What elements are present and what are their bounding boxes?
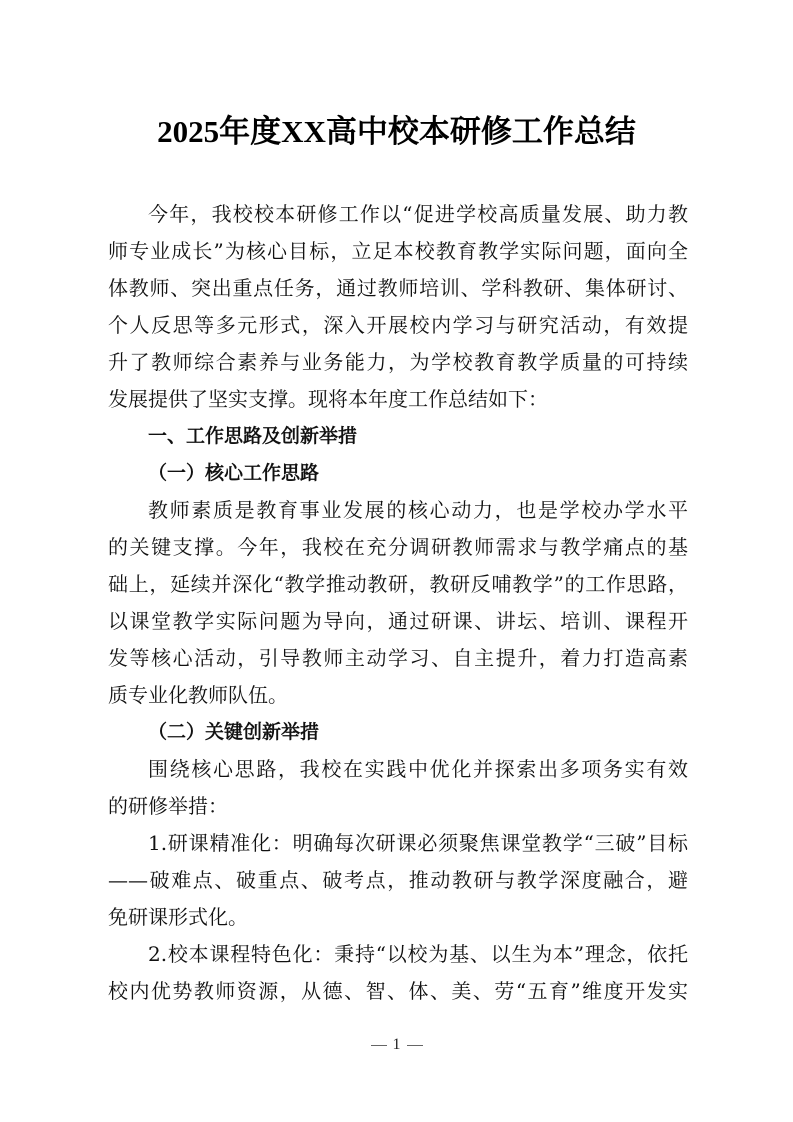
list-item-line: ——破难点、破重点、破考点，推动教研与教学深度融合，避 <box>108 868 688 892</box>
paragraph-line: 升了教师综合素养与业务能力，为学校教育教学质量的可持续 <box>108 350 688 374</box>
list-item-line: 1.研课精准化：明确每次研课必须聚焦课堂教学“三破”目标 <box>148 831 688 855</box>
paragraph-line: 的研修举措： <box>108 794 228 818</box>
footer-dash-right <box>407 1045 423 1046</box>
paragraph-line: 质专业化教师队伍。 <box>108 683 288 707</box>
paragraph-line: 发等核心活动，引导教师主动学习、自主提升，着力打造高素 <box>108 646 688 670</box>
paragraph-line: 发展提供了坚实支撑。现将本年度工作总结如下： <box>108 387 548 411</box>
paragraph-line: 围绕核心思路，我校在实践中优化并探索出多项务实有效 <box>148 757 688 781</box>
page-footer <box>0 1036 793 1054</box>
subsection-heading: （二）关键创新举措 <box>148 721 320 743</box>
paragraph-line: 以课堂教学实际问题为导向，通过研课、讲坛、培训、课程开 <box>108 609 688 633</box>
subsection-heading: （一）核心工作思路 <box>148 462 320 484</box>
paragraph-line: 今年，我校校本研修工作以“促进学校高质量发展、助力教 <box>148 202 688 226</box>
footer-dash-left <box>371 1045 387 1046</box>
list-item-line: 免研课形式化。 <box>108 905 248 929</box>
document-body <box>108 196 688 1010</box>
paragraph-line: 教师素质是教育事业发展的核心动力，也是学校办学水平 <box>148 498 688 522</box>
paragraph-line: 体教师、突出重点任务，通过教师培训、学科教研、集体研讨、 <box>108 276 688 300</box>
document-title: 2025年度XX高中校本研修工作总结 <box>157 114 636 149</box>
list-item-line: 校内优势教师资源，从德、智、体、美、劳“五育”维度开发实 <box>108 979 688 1003</box>
list-item-line: 2.校本课程特色化：秉持“以校为基、以生为本”理念，依托 <box>148 942 688 966</box>
paragraph-line: 础上，延续并深化“教学推动教研，教研反哺教学”的工作思路， <box>108 572 688 596</box>
paragraph-line: 师专业成长”为核心目标，立足本校教育教学实际问题，面向全 <box>108 239 688 263</box>
page-number: 1 <box>392 1036 401 1053</box>
section-heading: 一、工作思路及创新举措 <box>148 425 358 447</box>
paragraph-line: 的关键支撑。今年，我校在充分调研教师需求与教学痛点的基 <box>108 535 688 559</box>
paragraph-line: 个人反思等多元形式，深入开展校内学习与研究活动，有效提 <box>108 313 688 337</box>
